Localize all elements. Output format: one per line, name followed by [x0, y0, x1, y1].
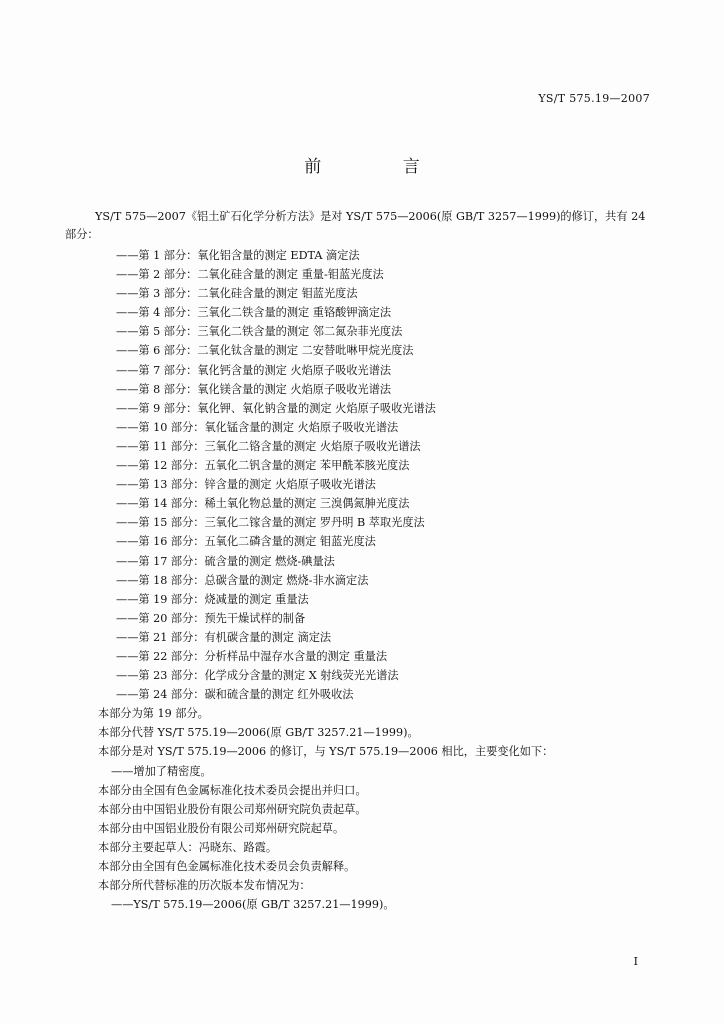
- body-line: 本部分为第 19 部分。: [98, 707, 209, 721]
- list-item: ——第 18 部分：总碳含量的测定 燃烧-非水滴定法: [116, 573, 369, 587]
- body-line: 本部分代替 YS/T 575.19—2006(原 GB/T 3257.21—1999)。: [98, 726, 419, 740]
- parts-list: [88, 246, 658, 704]
- list-item: ——第 9 部分：氧化钾、氧化钠含量的测定 火焰原子吸收光谱法: [116, 401, 436, 415]
- list-item: ——第 1 部分：氧化铝含量的测定 EDTA 滴定法: [116, 249, 360, 262]
- body-line: ——YS/T 575.19—2006(原 GB/T 3257.21—1999)。: [111, 898, 395, 912]
- list-item: ——第 6 部分：二氧化钛含量的测定 二安替吡啉甲烷光度法: [116, 344, 414, 358]
- body-line: 本部分由中国铝业股份有限公司郑州研究院负责起草。: [98, 802, 367, 816]
- body-line: 本部分所代替标准的历次版本发布情况为：: [98, 879, 311, 893]
- list-item: ——第 20 部分：预先干燥试样的制备: [116, 611, 306, 625]
- list-item: ——第 14 部分：稀土氧化物总量的测定 三溴偶氮胂光度法: [116, 497, 410, 511]
- body-line: 本部分由全国有色金属标准化技术委员会负责解释。: [98, 860, 356, 873]
- list-item: ——第 8 部分：氧化镁含量的测定 火焰原子吸收光谱法: [116, 382, 392, 396]
- list-item: ——第 10 部分：氧化锰含量的测定 火焰原子吸收光谱法: [116, 420, 399, 434]
- body-line: 本部分主要起草人：冯晓东、路霞。: [98, 840, 278, 854]
- list-item: ——第 2 部分：二氧化硅含量的测定 重量-钼蓝光度法: [116, 268, 384, 282]
- list-item: ——第 19 部分：烧减量的测定 重量法: [116, 592, 309, 606]
- list-item: ——第 12 部分：五氧化二钒含量的测定 苯甲酰苯胲光度法: [116, 459, 410, 473]
- body-line: 本部分是对 YS/T 575.19—2006 的修订，与 YS/T 575.19—2006 相比，主要变化如下：: [98, 745, 554, 759]
- page-number: I: [633, 955, 638, 968]
- list-item: ——第 7 部分：氧化钙含量的测定 火焰原子吸收光谱法: [116, 363, 392, 377]
- list-item: ——第 21 部分：有机碳含量的测定 滴定法: [116, 630, 332, 644]
- list-item: ——第 24 部分：碳和硫含量的测定 红外吸收法: [116, 688, 354, 702]
- list-item: ——第 5 部分：三氧化二铁含量的测定 邻二氮杂菲光度法: [116, 325, 403, 339]
- list-item: ——第 22 部分：分析样品中湿存水含量的测定 重量法: [116, 649, 388, 663]
- list-item: ——第 16 部分：五氧化二磷含量的测定 钼蓝光度法: [116, 535, 376, 549]
- list-item: ——第 3 部分：二氧化硅含量的测定 钼蓝光度法: [116, 287, 358, 301]
- document-code: YS/T 575.19—2007: [538, 92, 650, 105]
- body-line: 本部分由全国有色金属标准化技术委员会提出并归口。: [98, 783, 367, 797]
- body-line: 本部分由中国铝业股份有限公司郑州研究院起草。: [98, 821, 345, 835]
- page-title: 前 言: [304, 157, 458, 177]
- list-item: ——第 23 部分：化学成分含量的测定 X 射线荧光光谱法: [116, 669, 399, 683]
- list-item: ——第 4 部分：三氧化二铁含量的测定 重铬酸钾滴定法: [116, 306, 392, 320]
- list-item: ——第 15 部分：三氧化二镓含量的测定 罗丹明 B 萃取光度法: [116, 516, 425, 530]
- document-body: [65, 208, 658, 914]
- list-item: ——第 11 部分：三氧化二铬含量的测定 火焰原子吸收光谱法: [116, 439, 421, 453]
- body-line: ——增加了精密度。: [111, 764, 212, 778]
- list-item: ——第 13 部分：锌含量的测定 火焰原子吸收光谱法: [116, 478, 376, 492]
- list-item: ——第 17 部分：硫含量的测定 燃烧-碘量法: [116, 554, 335, 568]
- intro-paragraph: YS/T 575—2007《铝土矿石化学分析方法》是对 YS/T 575—2006(原 GB/T 3257—1999)的修订，共有 24 部分：: [65, 210, 646, 241]
